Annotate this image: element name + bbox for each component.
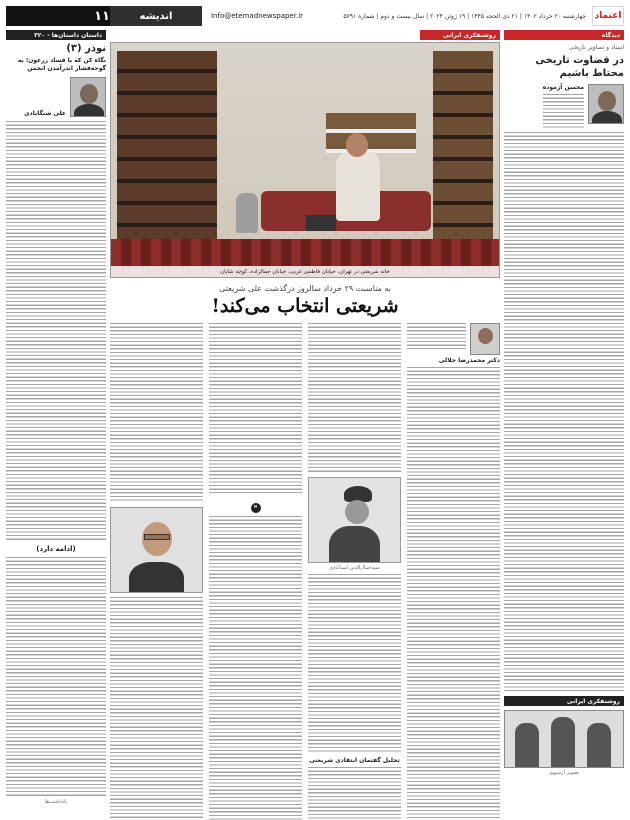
masthead: [6, 6, 624, 26]
inset-portrait: [110, 507, 203, 593]
quote-icon: ❝: [251, 503, 261, 513]
left-body-text: [6, 121, 106, 541]
left-title: نوذر (۳): [66, 43, 106, 54]
article-subhead: تحلیل گفتمان انتقادی شریعتی: [309, 757, 400, 764]
quote-mark: [209, 495, 302, 514]
radio: [306, 215, 336, 231]
article-text-2a: [308, 323, 401, 473]
right-body-text: [504, 132, 624, 692]
left-continued: (ادامه دارد): [36, 544, 76, 553]
main-subkicker: به مناسبت ۲۹ خرداد سالروز درگذشت علی شریعتی: [219, 284, 391, 293]
article-text-2c: [308, 767, 401, 820]
left-section-tag: داستان داستان‌ها - ۳۲۰: [6, 30, 106, 40]
left-column: [6, 30, 106, 814]
main-headline: شریعتی انتخاب می‌کند!: [211, 295, 399, 317]
left-body-text-2: [6, 557, 106, 797]
left-author-box: [6, 77, 106, 117]
right-author-name: محسن آزموده: [542, 84, 584, 91]
bookshelf-right: [433, 51, 493, 251]
article-col-3: [209, 323, 302, 820]
article-text-3b: [209, 516, 302, 820]
author-photo: [588, 84, 624, 124]
portrait-caption: سیدجمال‌الدین اسدآبادی: [329, 565, 380, 571]
article-text-4a: [110, 323, 203, 503]
article-col-4: [110, 323, 203, 820]
archive-photo: [504, 710, 624, 768]
right-author-box: [504, 84, 624, 128]
newspaper-logo: اعتماد: [592, 6, 624, 26]
right-sub-tag: روشنفکری ایرانی: [504, 696, 624, 706]
right-kicker: اسناد و تصاویر تاریخی: [568, 44, 624, 51]
historical-portrait: [308, 477, 401, 563]
article-text-1: [407, 367, 500, 820]
wall-shelf: [326, 113, 416, 153]
article-text-2b: [308, 574, 401, 754]
main-article: [110, 30, 500, 814]
main-section-tag: روشنفکری ایرانی: [420, 30, 500, 40]
article-text-4b: [110, 597, 203, 820]
byline-name: دکتر محمدرضا جلالی: [438, 357, 500, 364]
right-column: [504, 30, 624, 814]
feature-photo-caption: خانه شریعتی در تهران، خیابان فاطمی غربی، خیابان جمالزاده، کوچه شایان: [111, 266, 499, 277]
left-author-photo: [70, 77, 106, 117]
article-col-1: [407, 323, 500, 820]
seated-man-head: [346, 133, 368, 157]
right-headline: در قضاوت تاریخی محتاط باشیم: [535, 55, 624, 79]
bookshelf-left: [117, 51, 217, 251]
feature-photo: [110, 42, 500, 278]
section-title: اندیشه: [110, 6, 202, 26]
right-intro-text: [543, 94, 584, 128]
byline-intro-text: [407, 323, 466, 349]
article-columns: [110, 323, 500, 820]
issue-date-line: چهارشنبه ۲۰ خرداد ۱۴۰۲ | ۲۱ ذی الحجه ۱۴۴۵ | ۱۹ ژوئن ۲۰۲۴ | سال بیست و دوم | شماره ۵۷۹۱: [343, 12, 586, 20]
contact-email[interactable]: Info@etemadnewspaper.ir: [210, 12, 304, 20]
left-footer: یادداشت‌ها: [44, 798, 68, 805]
right-section-tag: دیدگاه: [504, 30, 624, 40]
left-subtitle: نگاه کن که با فساد زرعون؛ به گوجه‌فشار اندرآمدن انجمن: [17, 57, 106, 72]
article-col-2: [308, 323, 401, 820]
seated-man: [336, 151, 380, 221]
page-number: ۱۱: [6, 6, 110, 26]
article-text-3a: [209, 323, 302, 493]
byline-photo: [470, 323, 500, 355]
archive-photo-caption: تصویر آرشیوی: [548, 770, 580, 776]
samovar: [236, 193, 258, 233]
left-author-name: علی شنگابادی: [24, 109, 66, 117]
